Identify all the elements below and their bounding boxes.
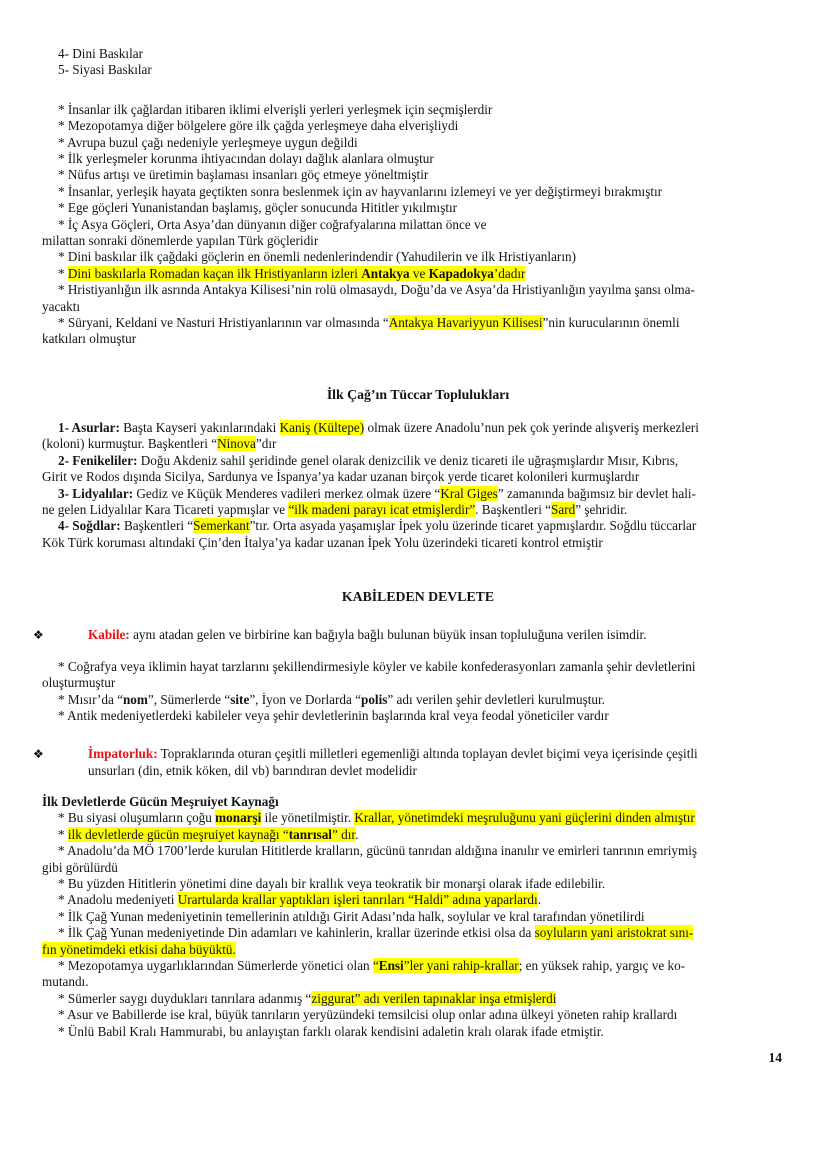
text-run: ” şehridir. [575,502,628,518]
text-run: * [58,826,68,842]
spacer [0,643,828,659]
paragraph [42,518,794,551]
text-run: oluşturmuştur [42,675,116,691]
highlighted-text: Dini baskılarla Romadan kaçan ilk Hristiyanların izleri [67,265,362,281]
text-run: * Dini baskılar ilk çağdaki göçlerin en önemli nedenlerindendir (Yahudilerin ve ilk Hristiyanların) [58,249,576,265]
section-heading: İlk Çağ’ın Tüccar Toplulukları [326,387,510,403]
text-run: milattan sonraki dönemlerde yapılan Türk göçleridir [42,233,319,249]
spacer [0,605,828,626]
text-run: * İç Asya Göçleri, Orta Asya’dan dünyanın diğer coğrafyalarına milattan önce ve [58,216,487,232]
highlighted-text: Urartularda krallar yaptıkları işleri tanrıları “Haldi” adına yaparlardı [177,892,538,908]
paragraph [42,249,794,265]
text-run: (koloni) kurmuştur. Başkentleri “ [42,436,218,452]
paragraph [42,708,794,724]
text-run: unsurları (din, etnik köken, dil vb) barındıran devlet modelidir [88,762,417,778]
text-run: * Mısır’da “ [58,691,123,707]
text-run: polis [361,691,388,707]
spacer [0,551,828,589]
highlighted-text: tanrısal [288,826,332,842]
text-run: ne gelen Lidyalılar Kara Ticareti yapmışlar ve [42,502,289,518]
paragraph [42,118,794,134]
highlighted-text: Antakya [361,265,410,281]
text-run: * Coğrafya veya iklimin hayat tarzlarını şekillendirmesiyle köyler ve kabile konfederasyonları zamanla şehir devletlerini [58,658,696,674]
paragraph [42,659,794,692]
text-run: yacaktı [42,298,81,314]
spacer [0,79,828,102]
text-run: . Başkentleri “ [475,502,552,518]
list-item: 5- Siyasi Baskılar [58,62,152,78]
text-run: * İlk yerleşmeler korunma ihtiyacından dolayı dağlık alanlara olmuştur [58,150,434,166]
term-label: Kabile: [88,626,130,642]
text-run: * Mezopotamya diğer bölgelere göre ilk çağda yerleşmeye daha elverişliydi [58,118,459,134]
highlighted-text: Kral Giges [440,485,498,501]
text-run: aynı atadan gelen ve birbirine kan bağıyla bağlı bulunan büyük insan topluluğuna verilen isimdir. [129,626,647,642]
text-run: * Bu siyasi oluşumların çoğu [58,810,216,826]
diamond-bullet-icon: ❖ [33,627,44,642]
paragraph [42,135,794,151]
highlighted-text: “ [372,958,379,974]
text-run: ile yönetilmiştir. [261,810,355,826]
numbered-list [58,46,794,79]
text-run: * Ünlü Babil Kralı Hammurabi, bu anlayıştan farklı olarak kendisini adaletin kralı olarak ifade etmiştir. [58,1023,604,1039]
paragraph [42,420,794,453]
text-run: * [58,265,68,281]
text-run: * Avrupa buzul çağı nedeniyle yerleşmeye uygun değildi [58,134,358,150]
highlighted-text: Sard [551,502,576,518]
text-run: Başta Kayseri yakınlarındaki [119,420,280,436]
paragraph [42,692,794,708]
paragraph [42,184,794,200]
paragraph [42,102,794,118]
highlighted-text: Kaniş (Kültepe) [279,420,365,436]
text-run: katkıları olmuştur [42,331,137,347]
paragraph [42,315,794,348]
text-run: Başkentleri “ [120,518,194,534]
highlighted-text: Kapadokya [428,265,494,281]
text-run: ” adı verilen şehir devletleri kurulmuştur. [387,691,605,707]
diamond-bullet-icon: ❖ [33,747,44,762]
text-run: * İnsanlar ilk çağlardan itibaren iklimi elverişli yerleri yerleşmek için seçmişlerdir [58,101,493,117]
text-run: olmak üzere Anadolu’nun pek çok yerinde alışveriş merkezleri [364,420,699,436]
text-run: * Asur ve Babillerde ise kral, büyük tanrıların yeryüzündeki temsilcisi olup onlar adına ülkeyi yöneten rahip krallardı [58,1007,678,1023]
text-run: ”tır. Orta asyada yaşamışlar İpek yolu üzerinde ticaret yapmışlardır. Soğdlu tüccarlar [249,518,697,534]
paragraph [42,167,794,183]
paragraph [42,486,794,519]
text-run: 1- Asurlar: [58,420,120,436]
text-run: * Anadolu’da MÖ 1700’lerde kurulan Hititlerde kralların, gücünü tanrıdan aldığına inanılır ve emirleri tanrının emriymiş [58,843,698,859]
highlighted-text: “ilk madeni parayı icat etmişlerdir” [288,502,476,518]
paragraph [42,876,794,892]
text-run: * Bu yüzden Hititlerin yönetimi dine dayalı bir krallık veya teokratik bir monarşi olarak ifade edilebilir. [58,876,606,892]
text-run: * Hristiyanlığın ilk asrında Antakya Kilisesi’nin rolü olmasaydı, Doğu’da ve Asya’da Hristiyanlığın yayılma şansı olma- [58,282,695,298]
highlighted-text: ve [409,265,429,281]
text-run: 4- Soğdlar: [58,518,121,534]
paragraph [42,958,794,991]
paragraph [42,200,794,216]
highlighted-text: ’dadır [493,265,526,281]
highlighted-text: Ensi [378,958,404,974]
text-run: . [537,892,541,908]
text-run: Topraklarında oturan çeşitli milletleri egemenliği altında toplayan devlet biçimi veya içerisinde çeşitli [157,746,698,762]
text-run: * İlk Çağ Yunan medeniyetinde Din adamları ve kahinlerin, krallar üzerinde etkisi olsa da [58,925,535,941]
page-number: 14 [768,1050,782,1065]
text-run: * Anadolu medeniyeti [58,892,178,908]
highlighted-text: Krallar, yönetimdeki meşruluğunu yani güçlerini dinden almıştır [354,810,695,826]
paragraph [42,1024,794,1040]
highlighted-text: ziggurat” adı verilen tapınaklar inşa etmişlerdi [311,990,557,1006]
paragraph [42,1007,794,1023]
paragraph [42,925,794,958]
text-run: * Ege göçleri Yunanistandan başlamış, göçler sonucunda Hititler yıkılmıştır [58,200,458,216]
text-run: * Mezopotamya uygarlıklarından Sümerlerde yönetici olan [58,958,373,974]
highlighted-text: ”ler yani rahip-krallar [403,958,519,974]
highlighted-text: monarşi [215,810,262,826]
highlighted-text: fın yönetimdeki etkisi daha büyüktü. [42,941,236,957]
paragraph [42,991,794,1007]
highlighted-text: ” dır [331,826,356,842]
text-run: site [230,691,250,707]
text-run: Gediz ve Küçük Menderes vadileri merkez olmak üzere “ [133,485,441,501]
text-run: * Antik medeniyetlerdeki kabileler veya şehir devletlerinin başlarında kral veya feodal yöneticiler vardır [58,707,609,723]
text-run: ”, Sümerlerde “ [147,691,231,707]
text-run: * Sümerler saygı duydukları tanrılara adanmış “ [58,990,312,1006]
text-run: . [355,826,359,842]
paragraph [42,266,794,282]
term-label: İmpatorluk: [88,746,158,762]
definition-item [33,746,794,779]
text-run: 3- Lidyalılar: [58,485,134,501]
text-run: 2- Fenikeliler: [58,452,138,468]
text-run: * Nüfus artışı ve üretimin başlaması insanları göç etmeye yöneltmiştir [58,167,429,183]
text-run: * İlk Çağ Yunan medeniyetinin temellerinin atıldığı Girit Adası’nda halk, soylular ve kral tarafından yönetilirdi [58,908,645,924]
definition-item [33,626,794,643]
document-content [0,46,828,1040]
text-run: Kök Türk koruması altındaki Çin’den İtalya’ya kadar uzanan İpek Yolu üzerindeki ticareti kontrol etmiştir [42,534,603,550]
text-run: nom [122,691,148,707]
sub-heading: İlk Devletlerde Gücün Meşruiyet Kaynağı [42,794,279,809]
text-run: ” zamanında bağımsız bir devlet hali- [497,485,696,501]
paragraph [42,282,794,315]
paragraph [42,892,794,908]
highlighted-text: Ninova [217,436,256,452]
text-run: ”, İyon ve Dorlarda “ [249,691,361,707]
paragraph [42,217,794,250]
spacer [0,779,828,794]
list-item: 4- Dini Baskılar [58,46,143,61]
paragraph [42,843,794,876]
text-run: ”nin kurucularının önemli [542,315,680,331]
paragraph [42,827,794,843]
spacer [0,724,828,746]
text-run: mutandı. [42,974,89,990]
text-run: ”dır [255,436,277,452]
highlighted-text: Antakya Havariyyun Kilisesi [388,315,543,331]
paragraph [42,810,794,826]
text-run: gibi görülürdü [42,859,118,875]
text-run: ; en yüksek rahip, yargıç ve ko- [518,958,686,974]
spacer [0,404,828,420]
text-run: * İnsanlar, yerleşik hayata geçtikten sonra beslenmek için av hayvanlarını izlemeyi ve yer değiştirmeyi bırakmıştır [58,183,663,199]
highlighted-text: ilk devletlerde gücün meşruiyet kaynağı “ [67,826,289,842]
spacer [0,348,828,387]
text-run: Doğu Akdeniz sahil şeridinde genel olarak denizcilik ve deniz ticareti ile uğraşmışlardır Mısır, Kıbrıs, [137,452,679,468]
highlighted-text: soyluların yani aristokrat sını- [534,925,694,941]
paragraph [42,453,794,486]
highlighted-text: Semerkant [193,518,250,534]
paragraph [42,151,794,167]
paragraph [42,909,794,925]
section-heading: KABİLEDEN DEVLETE [341,588,495,604]
text-run: * Süryani, Keldani ve Nasturi Hristiyanlarının var olmasında “ [58,315,389,331]
text-run: Girit ve Rodos dışında Sicilya, Sardunya ve İspanya’ya kadar uzanan birçok yerde ticaret kolonileri kurmuşlardır [42,469,640,485]
